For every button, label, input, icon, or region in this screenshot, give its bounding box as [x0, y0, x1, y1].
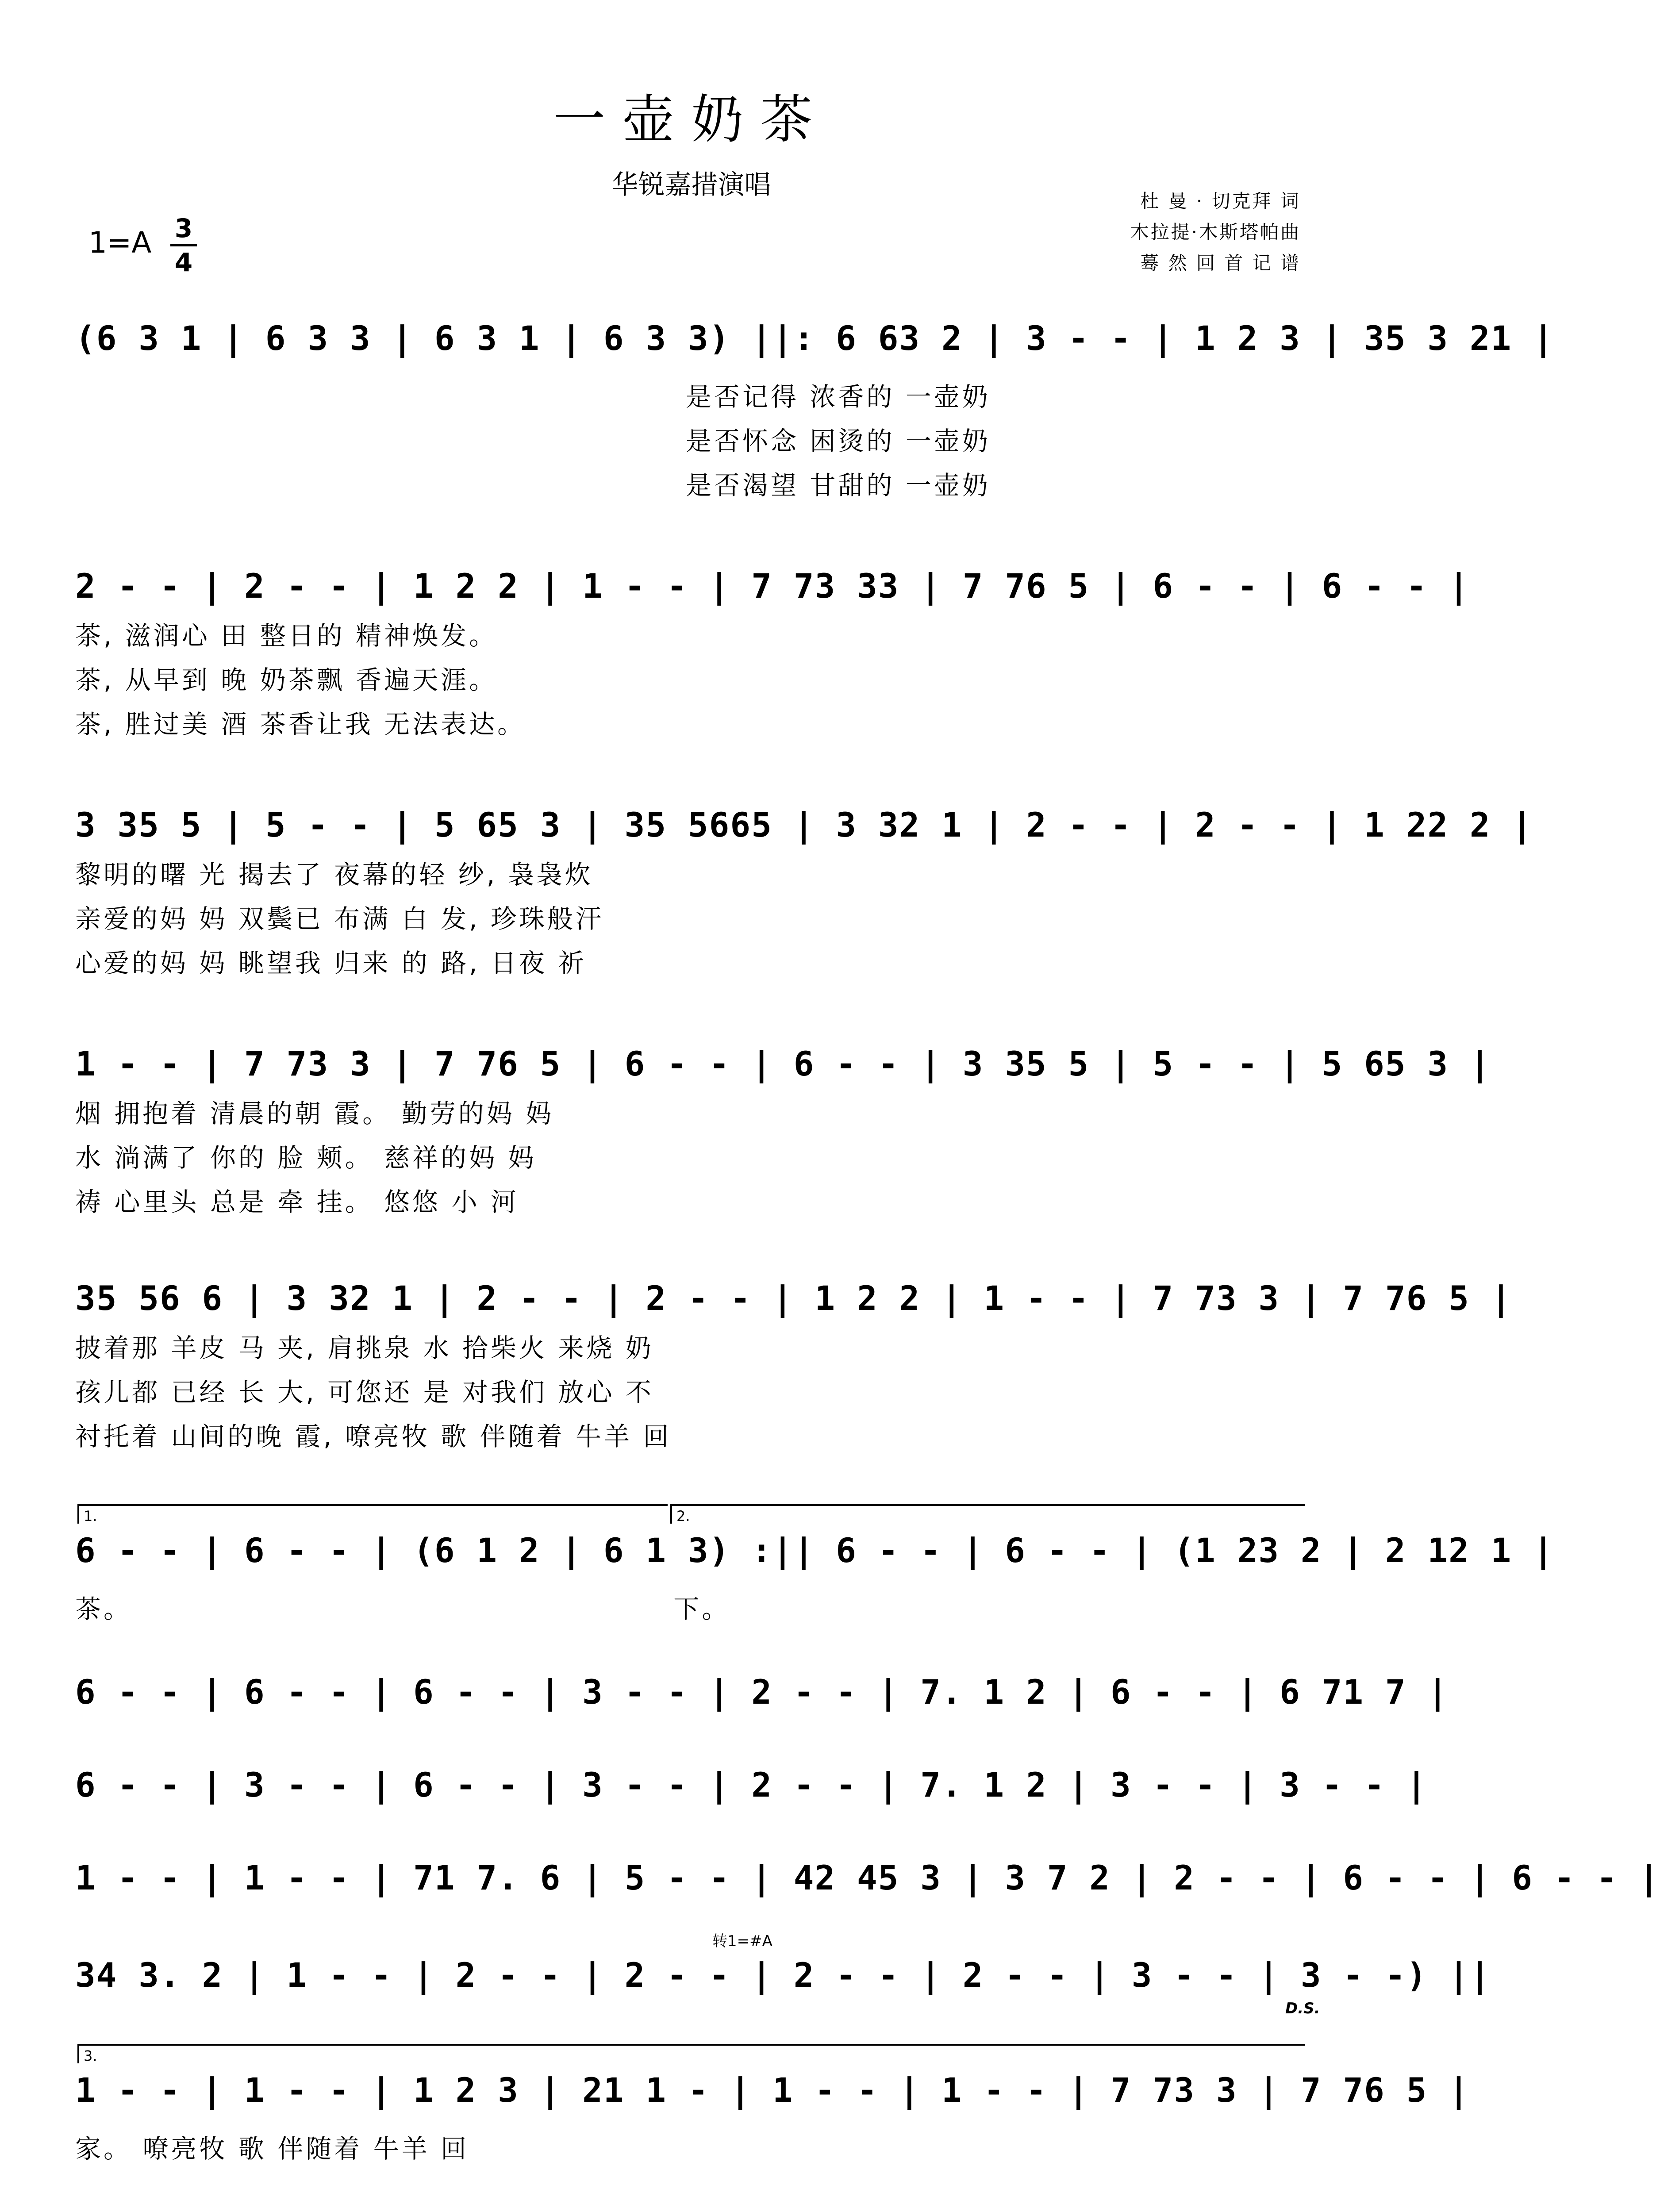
notes-line: 6 - - | 3 - - | 6 - - | 3 - - | 2 - - | 7. 1 2 | 3 - - | 3 - - | — [75, 1765, 1428, 1805]
transcriber-credit: 蓦 然 回 首 记 谱 — [1140, 252, 1301, 274]
volta-2: 2. — [670, 1504, 1305, 1524]
lyric-verse-2: 孩儿都 已经 长 大, 可您还 是 对我们 放心 不 — [75, 1377, 654, 1407]
notes-line: 2 - - | 2 - - | 1 2 2 | 1 - - | 7 73 33 | 7 76 5 | 6 - - | 6 - - | — [75, 566, 1470, 606]
lyric-verse-3: 是否渴望 甘甜的 一壶奶 — [686, 470, 991, 500]
song-title: 一壶奶茶 — [553, 89, 830, 150]
lyric-verse-1: 茶, 滋润心 田 整日的 精神焕发。 — [75, 621, 498, 651]
singer-subtitle: 华锐嘉措演唱 — [611, 169, 771, 200]
notes-line: 6 - - | 6 - - | (6 1 2 | 6 1 3) :|| 6 - - | 6 - - | (1 23 2 | 2 12 1 | — [75, 1531, 1554, 1570]
lyric-verse-1: 烟 拥抱着 清晨的朝 霞。 勤劳的妈 妈 — [75, 1098, 554, 1129]
lyric-verse-2: 是否怀念 困烫的 一壶奶 — [686, 426, 991, 456]
notes-line: 1 - - | 1 - - | 71 7. 6 | 5 - - | 42 45 3 | 3 7 2 | 2 - - | 6 - - | 6 - - | — [75, 1858, 1660, 1897]
lyric-verse-3: 茶, 胜过美 酒 茶香让我 无法表达。 — [75, 709, 526, 739]
notes-line: 6 - - | 6 - - | 6 - - | 3 - - | 2 - - | 7. 1 2 | 6 - - | 6 71 7 | — [75, 1672, 1449, 1712]
lyric-verse-2: 水 淌满了 你的 脸 颊。 慈祥的妈 妈 — [75, 1143, 537, 1173]
notes-line: 1 - - | 1 - - | 1 2 3 | 21 1 - | 1 - - | 1 - - | 7 73 3 | 7 76 5 | — [75, 2070, 1470, 2110]
notes-line: 3 35 5 | 5 - - | 5 65 3 | 35 5665 | 3 32 1 | 2 - - | 2 - - | 1 22 2 | — [75, 805, 1533, 845]
key-signature: 1=A — [88, 226, 152, 260]
credits — [1130, 186, 1301, 279]
lyric-verse-1: 是否记得 浓香的 一壶奶 — [686, 382, 991, 412]
modulation-mark: 转1=#A — [712, 1932, 772, 1950]
notes-line: 35 56 6 | 3 32 1 | 2 - - | 2 - - | 1 2 2 | 1 - - | 7 73 3 | 7 76 5 | — [75, 1279, 1512, 1318]
volta-1: 1. — [77, 1504, 668, 1524]
lyric-verse-3: 衬托着 山间的晚 霞, 嘹亮牧 歌 伴随着 牛羊 回 — [75, 1421, 672, 1452]
lyricist-credit: 杜 曼 · 切克拜 词 — [1140, 190, 1301, 212]
notes-line: 34 3. 2 | 1 - - | 2 - - | 2 - - | 2 - - | 2 - - | 3 - - | 3 - -) || — [75, 1955, 1491, 1995]
notes-line: (6 3 1 | 6 3 3 | 6 3 1 | 6 3 3) ||: 6 63 2 | 3 - - | 1 2 3 | 35 3 21 | — [75, 319, 1554, 358]
lyric-verse-3: 心爱的妈 妈 眺望我 归来 的 路, 日夜 祈 — [75, 948, 587, 978]
time-signature — [170, 212, 197, 278]
time-signature-top: 3 — [174, 213, 193, 243]
notes-line: 1 - - | 7 73 3 | 7 76 5 | 6 - - | 6 - - | 3 35 5 | 5 - - | 5 65 3 | — [75, 1044, 1491, 1083]
lyric-line: 茶。 下。 — [75, 1594, 730, 1624]
lyric-verse-1: 黎明的曙 光 揭去了 夜幕的轻 纱, 袅袅炊 — [75, 860, 593, 890]
dal-segno-mark: D.S. — [1285, 2000, 1320, 2017]
volta-3: 3. — [77, 2044, 1305, 2063]
composer-credit: 木拉提·木斯塔帕曲 — [1130, 221, 1301, 243]
lyric-line: 家。 嘹亮牧 歌 伴随着 牛羊 回 — [75, 2134, 469, 2164]
lyric-verse-1: 披着那 羊皮 马 夹, 肩挑泉 水 拾柴火 来烧 奶 — [75, 1333, 654, 1363]
lyric-verse-2: 亲爱的妈 妈 双鬓已 布满 白 发, 珍珠般汗 — [75, 904, 604, 934]
time-signature-bottom: 4 — [170, 244, 197, 278]
lyric-verse-2: 茶, 从早到 晚 奶茶飘 香遍天涯。 — [75, 665, 498, 695]
lyric-verse-3: 祷 心里头 总是 牵 挂。 悠悠 小 河 — [75, 1187, 519, 1217]
